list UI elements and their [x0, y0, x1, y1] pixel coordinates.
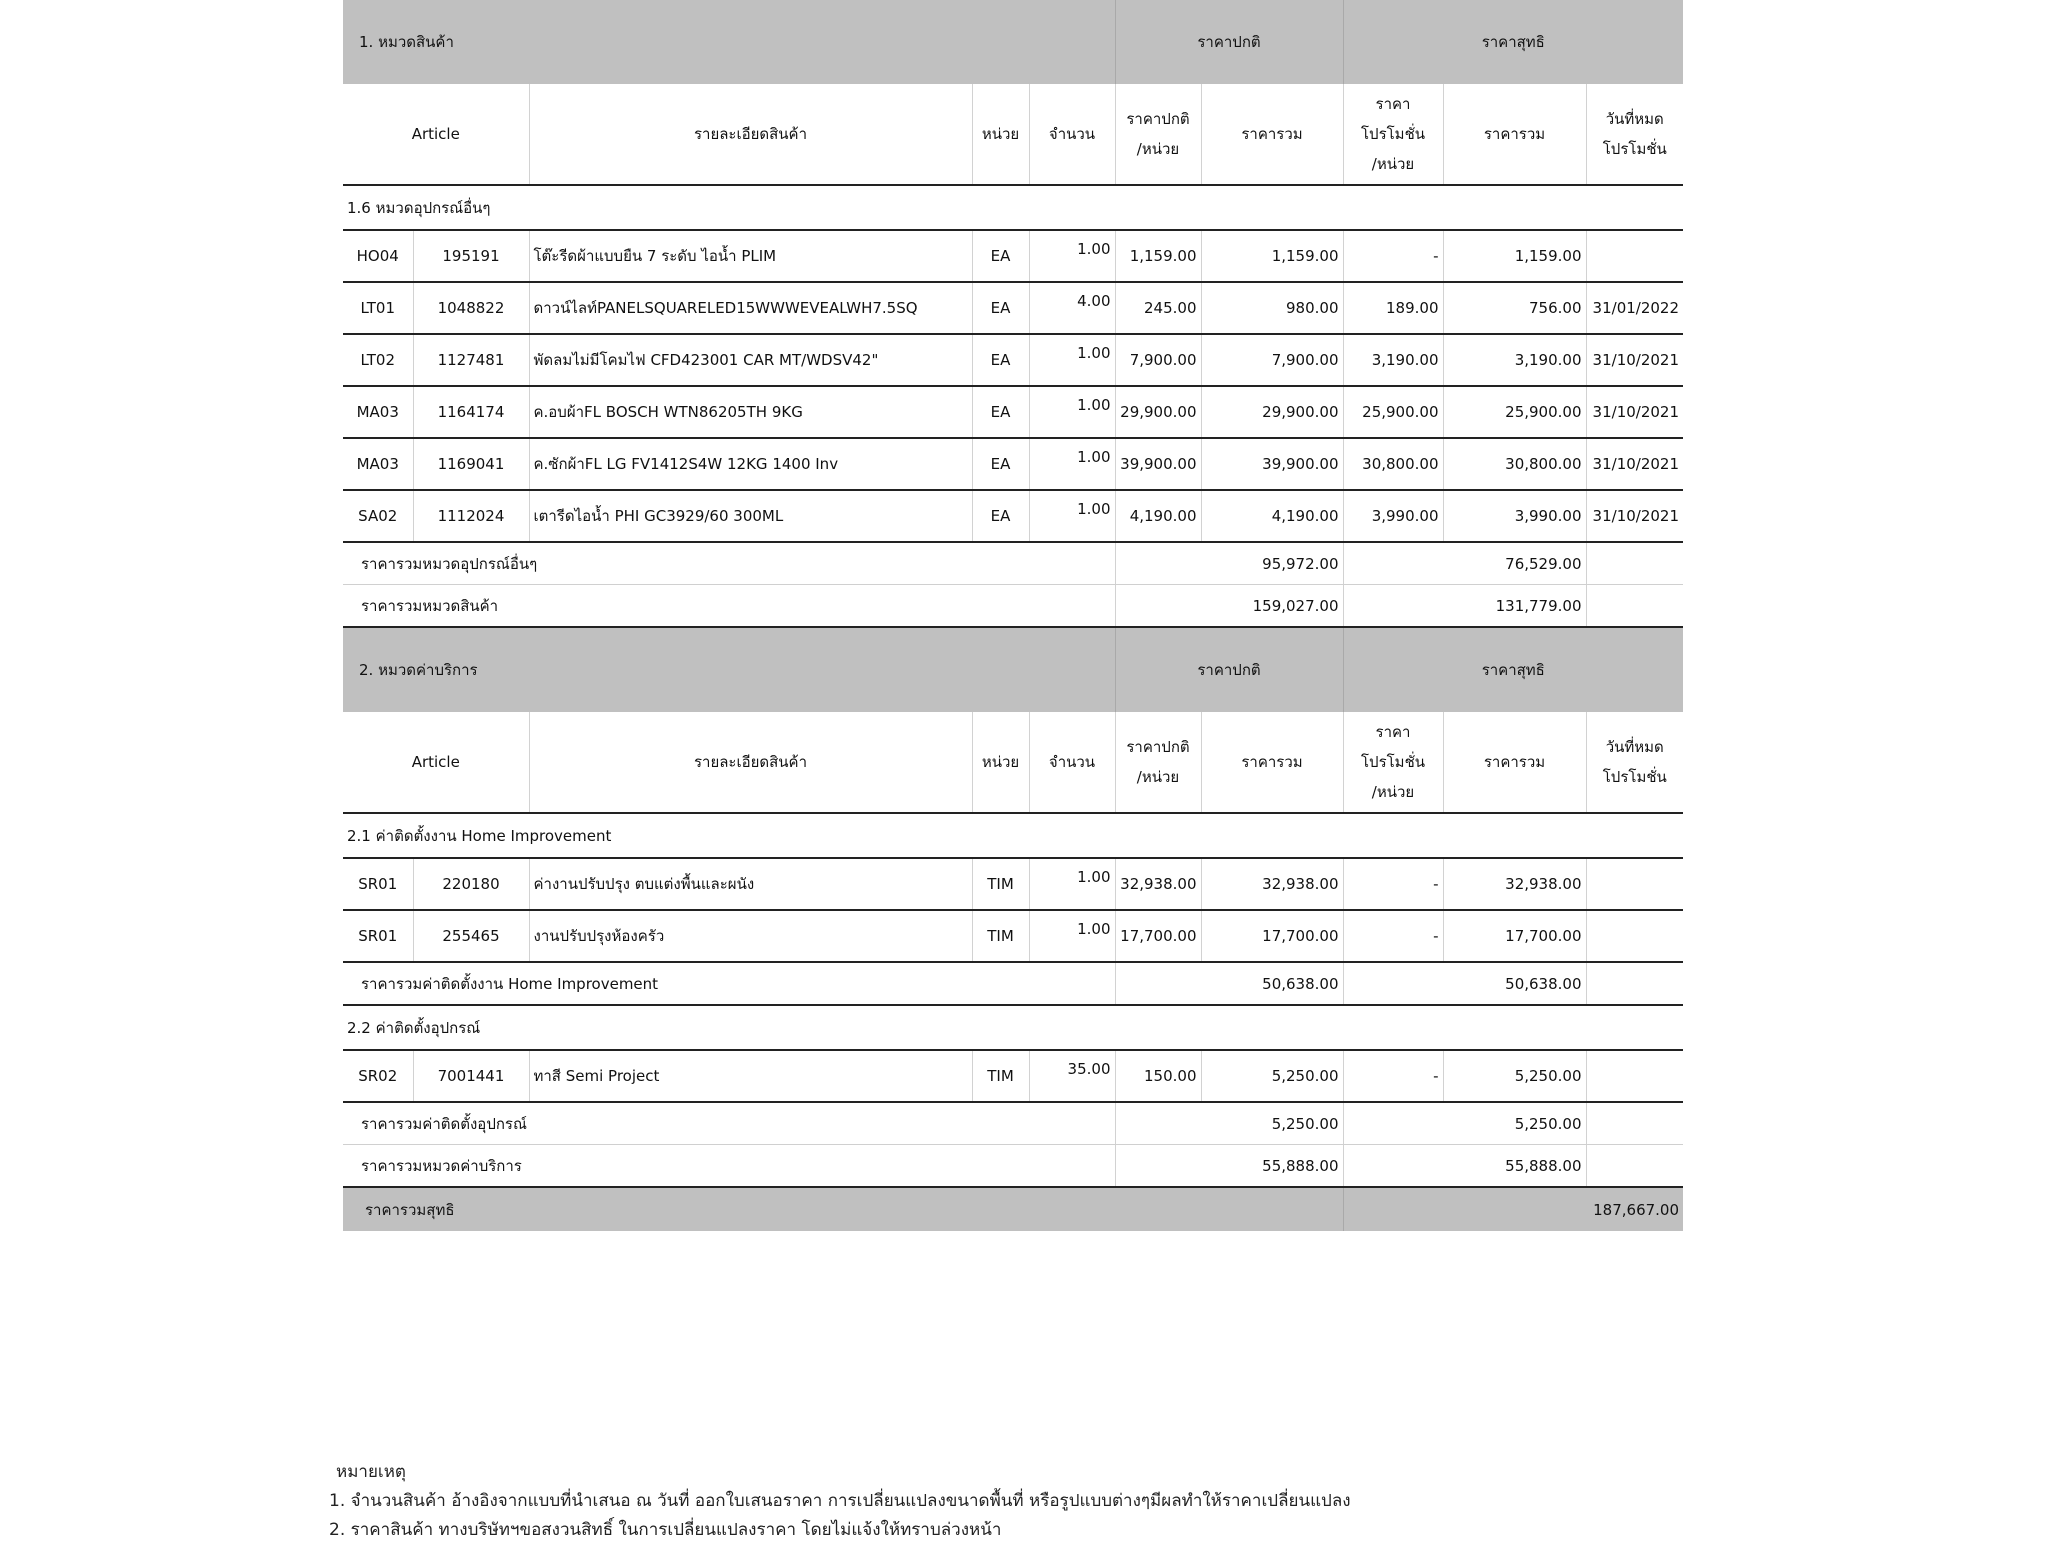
- remarks: [329, 1458, 1351, 1545]
- table-row: [343, 282, 1683, 334]
- header-article: Article: [343, 712, 529, 813]
- item-article: 1048822: [413, 282, 529, 334]
- item-unit: EA: [972, 334, 1029, 386]
- subtotal-label: ราคารวมค่าติดตั้งงาน Home Improvement: [343, 962, 1115, 1005]
- table-row: [343, 386, 1683, 438]
- item-unit: EA: [972, 282, 1029, 334]
- item-promo-end: [1586, 858, 1683, 910]
- item-quantity: 1.00: [1029, 438, 1115, 490]
- header-promo-total: ราคารวม: [1443, 84, 1586, 185]
- item-total: 7,900.00: [1201, 334, 1343, 386]
- item-promo-price: 30,800.00: [1343, 438, 1443, 490]
- section-band: [343, 627, 1683, 712]
- item-unit: EA: [972, 386, 1029, 438]
- header-unit-price: ราคาปกติ /หน่วย: [1115, 84, 1201, 185]
- item-unit-price: 32,938.00: [1115, 858, 1201, 910]
- header-quantity: จำนวน: [1029, 712, 1115, 813]
- item-unit-price: 150.00: [1115, 1050, 1201, 1102]
- item-quantity: 1.00: [1029, 910, 1115, 962]
- grand-total-value: 187,667.00: [1343, 1187, 1683, 1231]
- header-unit: หน่วย: [972, 712, 1029, 813]
- section-total-row: [343, 1145, 1683, 1188]
- item-promo-end: [1586, 910, 1683, 962]
- table-row: [343, 438, 1683, 490]
- header-total: ราคารวม: [1201, 712, 1343, 813]
- item-promo-price: -: [1343, 858, 1443, 910]
- item-article: 220180: [413, 858, 529, 910]
- group-title: 2.1 ค่าติดตั้งงาน Home Improvement: [343, 813, 1683, 858]
- subtotal-regular: 95,972.00: [1115, 542, 1343, 585]
- item-unit-price: 1,159.00: [1115, 230, 1201, 282]
- item-quantity: 4.00: [1029, 282, 1115, 334]
- item-promo-total: 3,990.00: [1443, 490, 1586, 542]
- group-subtotal-row: [343, 1102, 1683, 1145]
- table-row: [343, 490, 1683, 542]
- subtotal-net: 5,250.00: [1343, 1102, 1586, 1145]
- item-promo-end: 31/10/2021: [1586, 334, 1683, 386]
- item-quantity: 1.00: [1029, 334, 1115, 386]
- item-promo-price: -: [1343, 1050, 1443, 1102]
- table-row: [343, 334, 1683, 386]
- item-quantity: 1.00: [1029, 386, 1115, 438]
- item-unit-price: 17,700.00: [1115, 910, 1201, 962]
- item-promo-total: 3,190.00: [1443, 334, 1586, 386]
- section-total-regular: 55,888.00: [1115, 1145, 1343, 1188]
- grand-total-label: ราคารวมสุทธิ: [343, 1187, 1343, 1231]
- item-total: 39,900.00: [1201, 438, 1343, 490]
- column-header-row: [343, 84, 1683, 185]
- item-quantity: 1.00: [1029, 858, 1115, 910]
- subtotal-label: ราคารวมหมวดอุปกรณ์อื่นๆ: [343, 542, 1115, 585]
- header-promo-end: วันที่หมด โปรโมชั่น: [1586, 712, 1683, 813]
- column-header-row: [343, 712, 1683, 813]
- subtotal-regular: 50,638.00: [1115, 962, 1343, 1005]
- section-total-regular: 159,027.00: [1115, 585, 1343, 628]
- item-unit: TIM: [972, 1050, 1029, 1102]
- item-promo-total: 1,159.00: [1443, 230, 1586, 282]
- group-title: 1.6 หมวดอุปกรณ์อื่นๆ: [343, 185, 1683, 230]
- item-promo-end: [1586, 1050, 1683, 1102]
- item-promo-price: 3,190.00: [1343, 334, 1443, 386]
- item-description: งานปรับปรุงห้องครัว: [529, 910, 972, 962]
- section-band: [343, 0, 1683, 84]
- group-subtotal-row: [343, 962, 1683, 1005]
- header-description: รายละเอียดสินค้า: [529, 84, 972, 185]
- table-row: [343, 1050, 1683, 1102]
- item-description: โต๊ะรีดผ้าแบบยืน 7 ระดับ ไอน้ำ PLIM: [529, 230, 972, 282]
- item-promo-total: 5,250.00: [1443, 1050, 1586, 1102]
- item-promo-total: 32,938.00: [1443, 858, 1586, 910]
- item-unit-price: 245.00: [1115, 282, 1201, 334]
- header-unit-price: ราคาปกติ /หน่วย: [1115, 712, 1201, 813]
- item-unit: EA: [972, 490, 1029, 542]
- item-article: 255465: [413, 910, 529, 962]
- item-total: 4,190.00: [1201, 490, 1343, 542]
- item-promo-price: 189.00: [1343, 282, 1443, 334]
- item-code: LT01: [343, 282, 413, 334]
- section-total-net: 131,779.00: [1343, 585, 1586, 628]
- group-title-row: [343, 1005, 1683, 1050]
- item-article: 195191: [413, 230, 529, 282]
- item-unit-price: 4,190.00: [1115, 490, 1201, 542]
- header-quantity: จำนวน: [1029, 84, 1115, 185]
- remark-item: 1. จำนวนสินค้า อ้างอิงจากแบบที่นำเสนอ ณ วันที่ ออกใบเสนอราคา การเปลี่ยนแปลงขนาดพื้นที่ หรือรูปแบบต่างๆมีผลทำให้ราคาเปลี่ยนแปลง: [329, 1491, 1351, 1511]
- item-description: ดาวน์ไลท์PANELSQUARELED15WWWEVEALWH7.5SQ: [529, 282, 972, 334]
- header-promo-price: ราคา โปรโมชั่น /หน่วย: [1343, 84, 1443, 185]
- item-code: MA03: [343, 386, 413, 438]
- item-promo-end: 31/10/2021: [1586, 438, 1683, 490]
- item-promo-total: 30,800.00: [1443, 438, 1586, 490]
- item-total: 980.00: [1201, 282, 1343, 334]
- empty-cell: [1586, 962, 1683, 1005]
- section-total-net: 55,888.00: [1343, 1145, 1586, 1188]
- item-quantity: 1.00: [1029, 490, 1115, 542]
- header-unit: หน่วย: [972, 84, 1029, 185]
- item-promo-total: 25,900.00: [1443, 386, 1586, 438]
- item-unit: TIM: [972, 858, 1029, 910]
- item-code: SR01: [343, 858, 413, 910]
- item-total: 5,250.00: [1201, 1050, 1343, 1102]
- item-article: 1169041: [413, 438, 529, 490]
- item-promo-total: 17,700.00: [1443, 910, 1586, 962]
- quotation-table: [343, 0, 1683, 1231]
- item-promo-end: 31/10/2021: [1586, 386, 1683, 438]
- item-promo-price: -: [1343, 230, 1443, 282]
- subtotal-net: 50,638.00: [1343, 962, 1586, 1005]
- item-article: 1164174: [413, 386, 529, 438]
- item-promo-end: 31/01/2022: [1586, 282, 1683, 334]
- item-description: ค.อบผ้าFL BOSCH WTN86205TH 9KG: [529, 386, 972, 438]
- header-promo-price: ราคา โปรโมชั่น /หน่วย: [1343, 712, 1443, 813]
- item-total: 1,159.00: [1201, 230, 1343, 282]
- item-description: ค่างานปรับปรุง ตบแต่งพื้นและผนัง: [529, 858, 972, 910]
- remarks-title: หมายเหตุ: [336, 1462, 406, 1482]
- item-code: LT02: [343, 334, 413, 386]
- item-unit: EA: [972, 230, 1029, 282]
- item-total: 29,900.00: [1201, 386, 1343, 438]
- grand-total-row: [343, 1187, 1683, 1231]
- empty-cell: [1586, 1102, 1683, 1145]
- item-promo-price: 25,900.00: [1343, 386, 1443, 438]
- empty-cell: [1586, 1145, 1683, 1188]
- regular-price-band-label: ราคาปกติ: [1115, 0, 1343, 84]
- item-description: ค.ซักผ้าFL LG FV1412S4W 12KG 1400 Inv: [529, 438, 972, 490]
- subtotal-regular: 5,250.00: [1115, 1102, 1343, 1145]
- item-article: 1112024: [413, 490, 529, 542]
- empty-cell: [1586, 585, 1683, 628]
- header-description: รายละเอียดสินค้า: [529, 712, 972, 813]
- item-total: 17,700.00: [1201, 910, 1343, 962]
- net-price-band-label: ราคาสุทธิ: [1343, 627, 1683, 712]
- item-code: MA03: [343, 438, 413, 490]
- item-promo-end: 31/10/2021: [1586, 490, 1683, 542]
- item-unit-price: 29,900.00: [1115, 386, 1201, 438]
- item-quantity: 35.00: [1029, 1050, 1115, 1102]
- group-title: 2.2 ค่าติดตั้งอุปกรณ์: [343, 1005, 1683, 1050]
- net-price-band-label: ราคาสุทธิ: [1343, 0, 1683, 84]
- table-row: [343, 230, 1683, 282]
- group-title-row: [343, 813, 1683, 858]
- group-subtotal-row: [343, 542, 1683, 585]
- section-total-row: [343, 585, 1683, 628]
- item-description: พัดลมไม่มีโคมไฟ CFD423001 CAR MT/WDSV42": [529, 334, 972, 386]
- quotation-sheet: [343, 0, 1683, 1231]
- section-title: 1. หมวดสินค้า: [343, 0, 1115, 84]
- header-article: Article: [343, 84, 529, 185]
- item-code: SA02: [343, 490, 413, 542]
- item-promo-end: [1586, 230, 1683, 282]
- regular-price-band-label: ราคาปกติ: [1115, 627, 1343, 712]
- item-article: 7001441: [413, 1050, 529, 1102]
- section-total-label: ราคารวมหมวดค่าบริการ: [343, 1145, 1115, 1188]
- section-title: 2. หมวดค่าบริการ: [343, 627, 1115, 712]
- item-article: 1127481: [413, 334, 529, 386]
- header-promo-end: วันที่หมด โปรโมชั่น: [1586, 84, 1683, 185]
- empty-cell: [1586, 542, 1683, 585]
- item-unit: EA: [972, 438, 1029, 490]
- item-promo-price: 3,990.00: [1343, 490, 1443, 542]
- item-description: ทาสี Semi Project: [529, 1050, 972, 1102]
- item-total: 32,938.00: [1201, 858, 1343, 910]
- item-unit-price: 39,900.00: [1115, 438, 1201, 490]
- item-description: เตารีดไอน้ำ PHI GC3929/60 300ML: [529, 490, 972, 542]
- item-unit: TIM: [972, 910, 1029, 962]
- subtotal-net: 76,529.00: [1343, 542, 1586, 585]
- item-quantity: 1.00: [1029, 230, 1115, 282]
- item-code: SR01: [343, 910, 413, 962]
- subtotal-label: ราคารวมค่าติดตั้งอุปกรณ์: [343, 1102, 1115, 1145]
- remark-item: 2. ราคาสินค้า ทางบริษัทฯขอสงวนสิทธิ์ ในการเปลี่ยนแปลงราคา โดยไม่แจ้งให้ทราบล่วงหน้า: [329, 1520, 1002, 1540]
- table-row: [343, 858, 1683, 910]
- header-total: ราคารวม: [1201, 84, 1343, 185]
- item-promo-price: -: [1343, 910, 1443, 962]
- item-unit-price: 7,900.00: [1115, 334, 1201, 386]
- section-total-label: ราคารวมหมวดสินค้า: [343, 585, 1115, 628]
- item-promo-total: 756.00: [1443, 282, 1586, 334]
- table-row: [343, 910, 1683, 962]
- group-title-row: [343, 185, 1683, 230]
- item-code: HO04: [343, 230, 413, 282]
- header-promo-total: ราคารวม: [1443, 712, 1586, 813]
- item-code: SR02: [343, 1050, 413, 1102]
